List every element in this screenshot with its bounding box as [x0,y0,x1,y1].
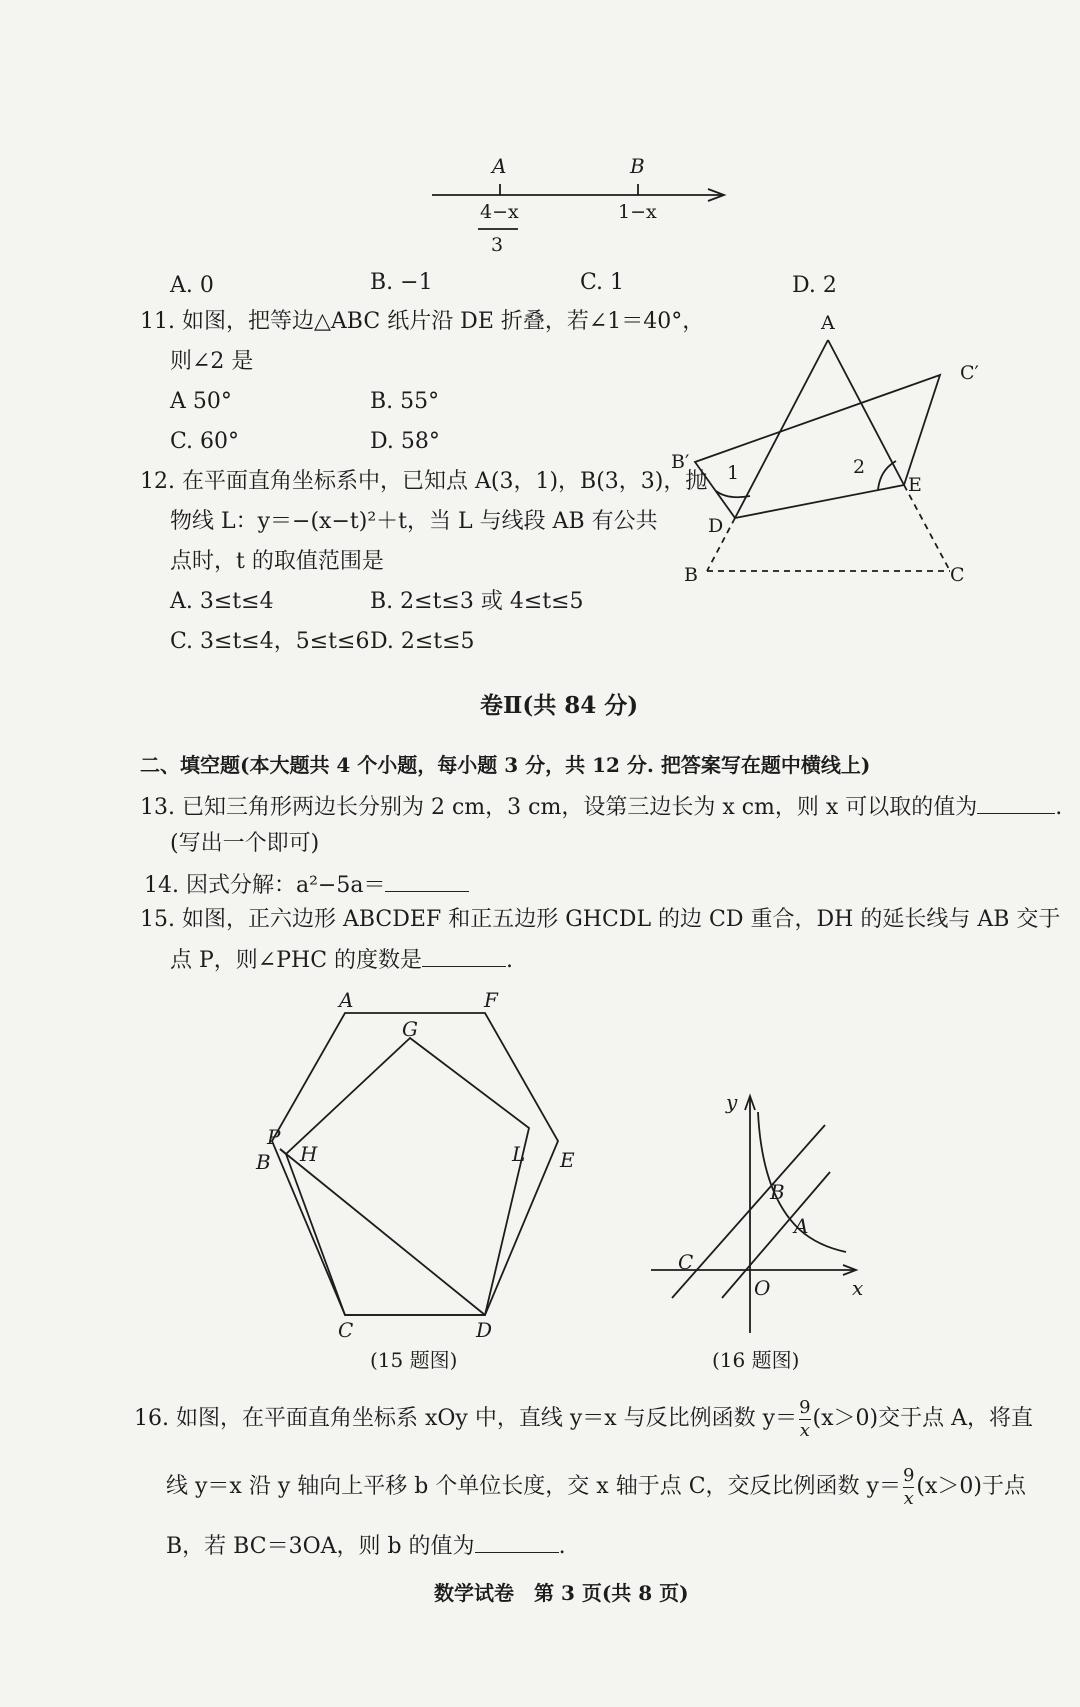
q12-option-b: B. 2≤t≤3 或 4≤t≤5 [370,589,584,614]
q10-option-a: A. 0 [170,273,214,298]
q16-stem-line2 [166,1462,1026,1512]
q16-text-1b: (x＞0)交于点 A，将直 [812,1406,1033,1431]
q15-label-g: G [402,1017,418,1041]
q16-text-2a: 线 y＝x 沿 y 轴向上平移 b 个单位长度，交 x 轴于点 C，交反比例函数 y＝ [166,1474,901,1499]
q15-label-c: C [338,1318,354,1342]
q15-caption: (15 题图) [370,1348,458,1372]
shifted-line [672,1125,825,1298]
q15-label-a: A [339,988,354,1012]
q11-label-e: E [908,474,922,496]
q16-stem-line1 [134,1394,1033,1444]
q12-option-c: C. 3≤t≤4，5≤t≤6 [170,629,370,654]
q11-label-a: A [821,312,835,334]
q12-stem-line2: 物线 L：y＝−(x−t)²＋t，当 L 与线段 AB 有公共 [170,509,658,534]
q11-label-b: B [684,564,698,586]
q16-label-b: B [770,1180,785,1204]
point-a-numerator: 4−x [480,201,519,223]
q13-stem-line2: (写出一个即可) [170,831,320,856]
q15-label-h: H [300,1142,318,1166]
q16-period: . [558,1534,566,1559]
point-a-label: A [492,154,507,178]
q14-text: 14. 因式分解：a²−5a＝ [144,873,386,898]
q16-answer-blank[interactable] [475,1530,559,1553]
q16-text-3: B，若 BC＝3OA，则 b 的值为 [166,1534,475,1559]
q16-text-2b: (x＞0)于点 [916,1474,1026,1499]
q13-period: . [1055,795,1063,820]
q12-stem-line1: 12. 在平面直角坐标系中，已知点 A(3，1)，B(3，3)，抛 [140,469,708,494]
point-b-label: B [630,154,645,178]
q16-label-x: x [852,1276,864,1300]
q11-option-c: C. 60° [170,429,240,454]
q16-fraction-2-numerator: 9 [902,1464,915,1486]
q11-option-a: A 50° [170,389,232,414]
q11-label-d: D [708,515,724,537]
point-a-denominator: 3 [491,234,504,256]
q16-label-c: C [678,1250,694,1274]
q16-label-o: O [754,1276,771,1300]
q16-stem-line3 [166,1530,566,1562]
q16-fraction-2-denominator: x [903,1487,914,1509]
q11-label-c-prime: C′ [960,362,979,384]
q11-stem-line2: 则∠2 是 [170,349,254,374]
part-heading: 二、填空题(本大题共 4 个小题，每小题 3 分，共 12 分. 把答案写在题中横线上) [140,753,871,777]
q16-fraction-1-numerator: 9 [799,1396,811,1418]
q16-text-1a: 16. 如图，在平面直角坐标系 xOy 中，直线 y＝x 与反比例函数 y＝ [134,1406,798,1431]
point-b-value: 1−x [618,201,657,223]
page-footer: 数学试卷 第 3 页(共 8 页) [434,1581,689,1605]
q16-fraction-1 [799,1397,810,1442]
q11-label-2: 2 [853,456,866,478]
q15-label-l: L [512,1142,526,1166]
q12-option-a: A. 3≤t≤4 [170,589,274,614]
q11-label-c: C [950,564,965,586]
q10-option-c: C. 1 [580,270,625,295]
q16-label-a: A [794,1214,809,1238]
q16-fraction-1-denominator: x [799,1419,810,1441]
q11-option-d: D. 58° [370,429,440,454]
q11-label-1: 1 [727,462,740,484]
q11-stem-line1: 11. 如图，把等边△ABC 纸片沿 DE 折叠，若∠1＝40°， [140,309,705,334]
q10-option-d: D. 2 [792,273,837,298]
q16-fraction-2 [903,1465,914,1510]
q11-label-b-prime: B′ [671,451,690,473]
q16-label-y: y [726,1090,738,1114]
q16-caption: (16 题图) [712,1348,800,1372]
q11-option-b: B. 55° [370,389,440,414]
q13-text: 13. 已知三角形两边长分别为 2 cm，3 cm，设第三边长为 x cm，则 x 可以取的值为 [140,795,978,820]
q15-label-p: P [267,1125,281,1149]
section-title: 卷Ⅱ(共 84 分) [480,692,639,719]
q15-period: . [506,948,514,973]
q10-option-b: B. −1 [370,270,433,295]
q15-label-f: F [484,988,498,1012]
q12-stem-line3: 点时，t 的取值范围是 [170,549,384,574]
q12-option-d: D. 2≤t≤5 [370,629,475,654]
q15-text: 点 P，则∠PHC 的度数是 [170,948,423,973]
q15-label-b: B [256,1150,271,1174]
q15-label-e: E [560,1148,575,1172]
q15-label-d: D [476,1318,493,1342]
q15-stem-line1: 15. 如图，正六边形 ABCDEF 和正五边形 GHCDL 的边 CD 重合，DH 的延长线与 AB 交于 [140,907,1061,932]
